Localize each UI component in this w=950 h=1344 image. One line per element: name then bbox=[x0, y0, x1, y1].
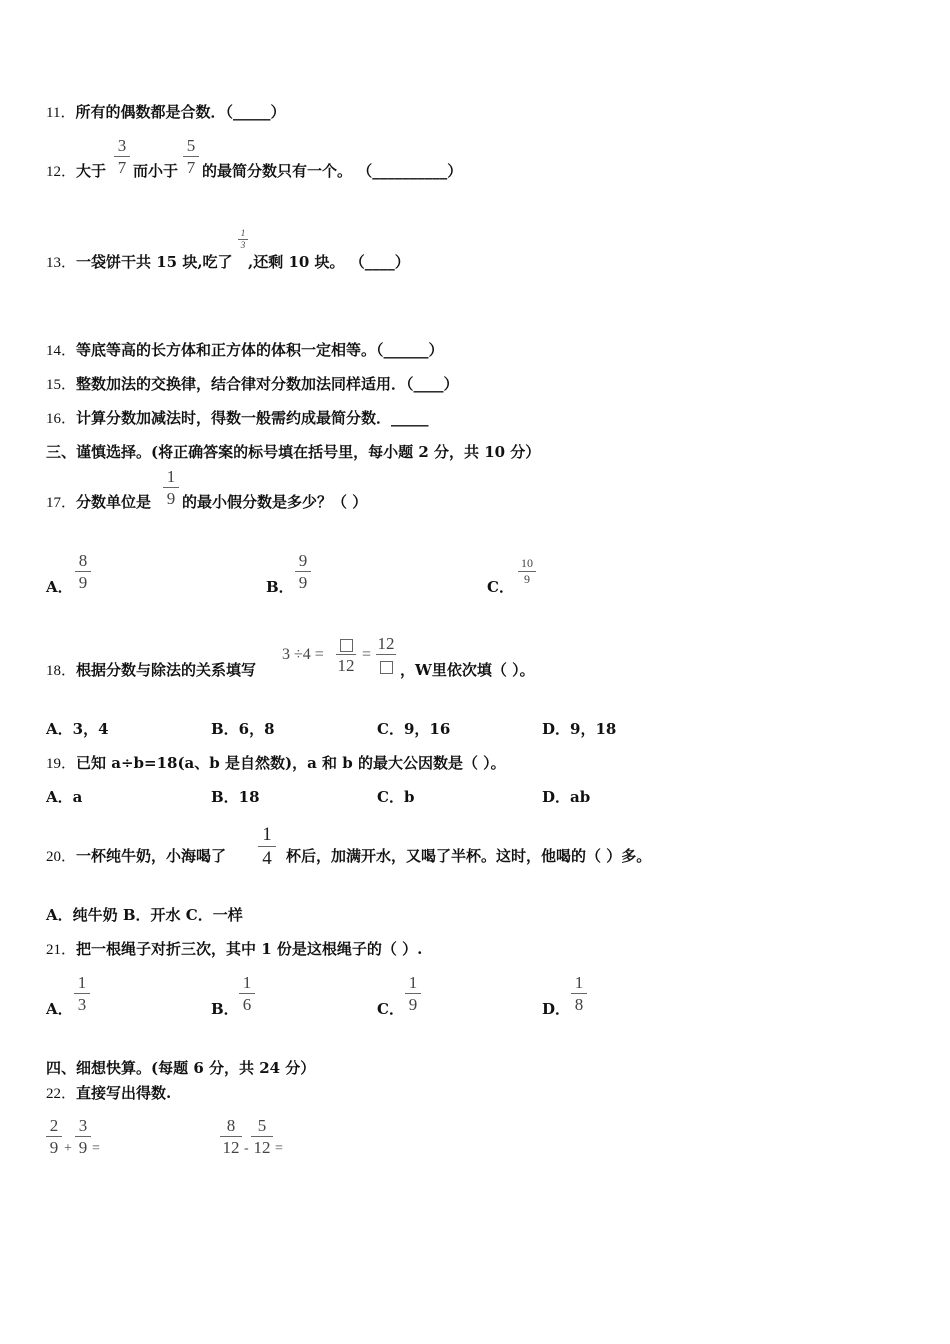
question-12-mid bbox=[133, 162, 178, 180]
option-c[interactable]: C．9，16 bbox=[377, 720, 451, 738]
question-13 bbox=[46, 253, 233, 272]
fraction-12-box: 12 bbox=[376, 634, 396, 675]
section-heading-3: 三、谨慎选择。(将正确答案的标号填在括号里，每小题 2 分，共 10 分） bbox=[46, 443, 541, 461]
option-c[interactable]: C． bbox=[377, 1000, 404, 1018]
question-15 bbox=[46, 375, 459, 394]
expr1-fraction-1: 2 9 bbox=[46, 1116, 62, 1157]
question-number: 22． bbox=[46, 1086, 77, 1102]
question-number: 16． bbox=[46, 411, 77, 427]
question-19 bbox=[46, 754, 506, 773]
question-text: 直接写出得数. bbox=[76, 1084, 172, 1102]
question-20 bbox=[46, 847, 226, 866]
question-text: 分数单位是 bbox=[76, 493, 152, 511]
question-text: 一杯纯牛奶，小海喝了 bbox=[76, 847, 227, 865]
blank-box bbox=[340, 639, 353, 652]
option-a[interactable]: A．a bbox=[46, 788, 83, 806]
equals-sign: = bbox=[92, 1141, 100, 1156]
option-a-fraction: 1 3 bbox=[74, 973, 90, 1014]
question-number: 14． bbox=[46, 343, 77, 359]
question-text: 已知 a÷b=18(a、b 是自然数)，a 和 b 的最大公因数是（ ）。 bbox=[76, 754, 506, 772]
question-text: ，W里依次填（ ）。 bbox=[400, 661, 535, 679]
expr2-fraction-2: 5 12 bbox=[251, 1116, 273, 1157]
question-text: 计算分数加减法时，得数一般需约成最简分数．_____ bbox=[76, 409, 429, 427]
question-number: 11． bbox=[46, 105, 76, 121]
question-text: 所有的偶数都是合数．（_____） bbox=[75, 103, 286, 121]
expr2-fraction-1: 8 12 bbox=[220, 1116, 242, 1157]
option-c-fraction: 1 9 bbox=[405, 973, 421, 1014]
question-number: 18． bbox=[46, 663, 77, 679]
question-13-end bbox=[248, 253, 410, 271]
question-17 bbox=[46, 493, 151, 512]
question-21 bbox=[46, 940, 422, 959]
option-d[interactable]: D． bbox=[542, 1000, 571, 1018]
question-12 bbox=[46, 162, 106, 181]
division-expression: 3 ÷4 = bbox=[282, 646, 324, 663]
fraction-3-7: 3 7 bbox=[114, 136, 130, 177]
fraction-1-9: 1 9 bbox=[163, 467, 179, 508]
question-number: 19． bbox=[46, 756, 77, 772]
options-line[interactable]: A．纯牛奶 B．开水 C．一样 bbox=[46, 906, 243, 924]
section-heading-4: 四、细想快算。(每题 6 分，共 24 分） bbox=[46, 1059, 316, 1077]
fraction-box-12: 12 bbox=[336, 634, 356, 675]
question-text: 大于 bbox=[76, 162, 107, 180]
plus-sign: + bbox=[64, 1141, 72, 1156]
option-a-fraction: 8 9 bbox=[75, 551, 91, 592]
equals-sign: = bbox=[275, 1141, 283, 1156]
question-text: 把一根绳子对折三次，其中 1 份是这根绳子的（ ）. bbox=[76, 940, 423, 958]
option-b-fraction: 9 9 bbox=[295, 551, 311, 592]
option-d[interactable]: D．ab bbox=[542, 788, 591, 806]
question-20-end bbox=[286, 847, 651, 865]
equals-sign: = bbox=[362, 646, 372, 663]
option-b[interactable]: B．18 bbox=[211, 788, 260, 806]
question-text: 而小于 bbox=[133, 162, 179, 180]
option-b[interactable]: B． bbox=[211, 1000, 239, 1018]
option-c[interactable]: C．b bbox=[377, 788, 415, 806]
fraction-1-3-small: 1 3 bbox=[238, 229, 248, 250]
question-text: 一袋饼干共 15 块,吃了 bbox=[76, 253, 233, 271]
question-14 bbox=[46, 341, 444, 360]
option-c-fraction: 10 9 bbox=[518, 557, 536, 586]
option-d[interactable]: D．9，18 bbox=[542, 720, 617, 738]
question-number: 20． bbox=[46, 849, 77, 865]
question-text: 等底等高的长方体和正方体的体积一定相等。（______） bbox=[76, 341, 444, 359]
expr1-fraction-2: 3 9 bbox=[75, 1116, 91, 1157]
question-text: 根据分数与除法的关系填写 bbox=[76, 661, 257, 679]
option-a[interactable]: A． bbox=[46, 578, 73, 596]
question-16 bbox=[46, 409, 429, 428]
blank-box bbox=[380, 661, 393, 674]
question-number: 21． bbox=[46, 942, 77, 958]
question-text: 杯后，加满开水，又喝了半杯。这时，他喝的（ ）多。 bbox=[286, 847, 652, 865]
question-12-end bbox=[202, 162, 462, 180]
question-18 bbox=[46, 661, 256, 680]
option-b[interactable]: B．6，8 bbox=[211, 720, 275, 738]
question-number: 17． bbox=[46, 495, 77, 511]
option-b-fraction: 1 6 bbox=[239, 973, 255, 1014]
question-11 bbox=[46, 103, 285, 122]
fraction-1-4: 1 4 bbox=[258, 824, 276, 869]
question-number: 12． bbox=[46, 164, 77, 180]
fraction-5-7: 5 7 bbox=[183, 136, 199, 177]
question-text: 整数加法的交换律，结合律对分数加法同样适用．（____） bbox=[76, 375, 459, 393]
option-c[interactable]: C． bbox=[487, 578, 514, 596]
option-b[interactable]: B． bbox=[266, 578, 294, 596]
question-17-end bbox=[182, 493, 367, 511]
option-d-fraction: 1 8 bbox=[571, 973, 587, 1014]
minus-sign: - bbox=[244, 1141, 249, 1156]
question-text: 的最简分数只有一个。 （__________） bbox=[202, 162, 463, 180]
question-text: ,还剩 10 块。 （____） bbox=[248, 253, 410, 271]
option-a[interactable]: A． bbox=[46, 1000, 73, 1018]
question-number: 13． bbox=[46, 255, 77, 271]
question-number: 15． bbox=[46, 377, 77, 393]
question-text: 的最小假分数是多少？（ ） bbox=[182, 493, 368, 511]
question-18-end bbox=[400, 661, 535, 679]
question-22 bbox=[46, 1084, 171, 1103]
option-a[interactable]: A．3，4 bbox=[46, 720, 109, 738]
